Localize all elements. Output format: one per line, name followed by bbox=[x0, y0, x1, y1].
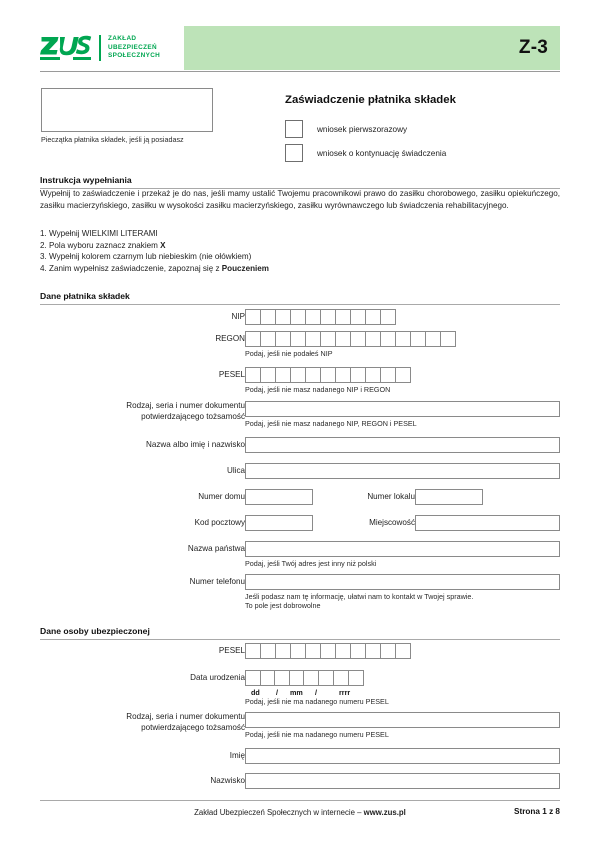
input-cell[interactable] bbox=[245, 643, 261, 659]
input-cell[interactable] bbox=[350, 367, 366, 383]
input-cell[interactable] bbox=[365, 309, 381, 325]
insured-pesel-label: PESEL bbox=[218, 646, 245, 655]
input-cell[interactable] bbox=[395, 331, 411, 347]
footer-note bbox=[0, 808, 600, 817]
input-cell[interactable] bbox=[380, 643, 396, 659]
input-cell[interactable] bbox=[335, 331, 351, 347]
payer-section-heading-text: Dane płatnika składek bbox=[40, 291, 130, 301]
step-text: Wypełnij kolorem czarnym lub niebieskim (nie ołówkiem) bbox=[49, 252, 252, 262]
input-cell[interactable] bbox=[335, 643, 351, 659]
insured-section-heading-rule bbox=[40, 639, 560, 640]
input-cell[interactable] bbox=[245, 331, 261, 347]
step-text: Pola wyboru zaznacz znakiem bbox=[49, 240, 161, 250]
input-cell[interactable] bbox=[395, 367, 411, 383]
zus-logo-block bbox=[40, 26, 184, 70]
payer-phone-hint-line-1: Jeśli podasz nam tę informację, ułatwi nam to kontakt w Twojej sprawie. bbox=[245, 592, 474, 601]
input-cell[interactable] bbox=[290, 331, 306, 347]
input-cell[interactable] bbox=[350, 331, 366, 347]
input-cell[interactable] bbox=[305, 367, 321, 383]
request-option-first-time-label: wniosek pierwszorazowy bbox=[317, 124, 408, 134]
payer-nip-label: NIP bbox=[231, 312, 245, 321]
input-cell[interactable] bbox=[275, 331, 291, 347]
payer-regon-label: REGON bbox=[215, 334, 245, 343]
input-cell[interactable] bbox=[245, 367, 261, 383]
step-number: 4. bbox=[40, 263, 47, 273]
page-title: Zaświadczenie płatnika składek bbox=[285, 94, 456, 106]
list-item bbox=[40, 251, 560, 263]
payer-nip-input[interactable] bbox=[245, 309, 395, 325]
instructions-heading-text: Instrukcja wypełniania bbox=[40, 175, 132, 185]
input-cell[interactable] bbox=[335, 367, 351, 383]
payer-id-document-label bbox=[30, 400, 245, 422]
payer-pesel-label: PESEL bbox=[218, 370, 245, 379]
payer-flat-number-input[interactable] bbox=[415, 489, 483, 505]
input-cell[interactable] bbox=[335, 309, 351, 325]
payer-phone-label: Numer telefonu bbox=[189, 577, 245, 586]
input-cell[interactable] bbox=[303, 670, 319, 686]
payer-id-document-hint: Podaj, jeśli nie masz nadanego NIP, REGON i PESEL bbox=[245, 419, 417, 428]
step-text: Wypełnij WIELKIMI LITERAMI bbox=[49, 229, 158, 238]
input-cell[interactable] bbox=[333, 670, 349, 686]
instructions-steps bbox=[40, 228, 560, 274]
org-name-line-1: ZAKŁAD bbox=[108, 35, 137, 43]
step-bold: Pouczeniem bbox=[221, 263, 269, 273]
insured-pesel-input[interactable] bbox=[245, 643, 410, 659]
step-number: 1. bbox=[40, 229, 47, 238]
insured-birth-date-hint: Podaj, jeśli nie ma nadanego numeru PESEL bbox=[245, 697, 389, 706]
input-cell[interactable] bbox=[440, 331, 456, 347]
input-cell[interactable] bbox=[274, 670, 290, 686]
birth-date-month-legend: mm bbox=[290, 688, 303, 697]
insured-id-document-label-line-1: Rodzaj, seria i numer dokumentu bbox=[126, 712, 245, 721]
insured-id-document-label bbox=[30, 711, 245, 733]
logo-divider bbox=[99, 35, 101, 61]
input-cell[interactable] bbox=[305, 643, 321, 659]
birth-date-sep-2: / bbox=[315, 688, 317, 697]
payer-country-input[interactable] bbox=[245, 541, 560, 557]
step-text: Zanim wypełnisz zaświadczenie, zapoznaj się z bbox=[49, 263, 222, 273]
payer-section-heading-rule bbox=[40, 304, 560, 305]
footer-page-number: Strona 1 z 8 bbox=[514, 807, 560, 816]
input-cell[interactable] bbox=[275, 309, 291, 325]
insured-id-document-hint: Podaj, jeśli nie ma nadanego numeru PESEL bbox=[245, 730, 389, 739]
payer-country-label: Nazwa państwa bbox=[187, 544, 245, 553]
step-number: 2. bbox=[40, 240, 47, 250]
input-cell[interactable] bbox=[320, 309, 336, 325]
form-code: Z-3 bbox=[518, 37, 548, 58]
payer-id-document-label-line-1: Rodzaj, seria i numer dokumentu bbox=[126, 401, 245, 410]
birth-date-year-legend: rrrr bbox=[339, 688, 351, 697]
payer-street-label: Ulica bbox=[227, 466, 245, 475]
step-number: 3. bbox=[40, 252, 47, 262]
payer-section-heading bbox=[40, 286, 560, 305]
input-cell[interactable] bbox=[380, 309, 396, 325]
input-cell[interactable] bbox=[245, 309, 261, 325]
header-green-band bbox=[184, 26, 560, 70]
payer-city-label: Miejscowość bbox=[369, 518, 415, 527]
payer-flat-number-label: Numer lokalu bbox=[367, 492, 415, 501]
input-cell[interactable] bbox=[410, 331, 426, 347]
payer-id-document-input[interactable] bbox=[245, 401, 560, 417]
org-name bbox=[108, 35, 160, 61]
insured-birth-date-label: Data urodzenia bbox=[190, 673, 245, 682]
insured-id-document-label-line-2: potwierdzającego tożsamość bbox=[141, 723, 245, 732]
input-cell[interactable] bbox=[260, 367, 276, 383]
insured-first-name-label: Imię bbox=[229, 751, 245, 760]
payer-street-input[interactable] bbox=[245, 463, 560, 479]
footer-website: www.zus.pl bbox=[363, 808, 406, 817]
input-cell[interactable] bbox=[320, 643, 336, 659]
insured-birth-date-input[interactable] bbox=[245, 670, 363, 686]
org-name-line-2: UBEZPIECZEŃ bbox=[108, 43, 157, 51]
instructions-heading bbox=[40, 170, 560, 189]
input-cell[interactable] bbox=[350, 309, 366, 325]
insured-section-heading-text: Dane osoby ubezpieczonej bbox=[40, 626, 150, 636]
input-cell[interactable] bbox=[395, 643, 411, 659]
birth-date-day-legend: dd bbox=[251, 688, 260, 697]
payer-name-label: Nazwa albo imię i nazwisko bbox=[146, 440, 245, 449]
input-cell[interactable] bbox=[260, 643, 276, 659]
input-cell[interactable] bbox=[425, 331, 441, 347]
step-bold: X bbox=[160, 240, 166, 250]
header-divider bbox=[40, 71, 560, 72]
page-header bbox=[40, 26, 560, 70]
payer-country-hint: Podaj, jeśli Twój adres jest inny niż polski bbox=[245, 559, 377, 568]
insured-last-name-label: Nazwisko bbox=[210, 776, 245, 785]
request-option-first-time[interactable] bbox=[285, 120, 407, 138]
input-cell[interactable] bbox=[365, 331, 381, 347]
payer-phone-input[interactable] bbox=[245, 574, 560, 590]
input-cell[interactable] bbox=[290, 309, 306, 325]
insured-last-name-input[interactable] bbox=[245, 773, 560, 789]
input-cell[interactable] bbox=[320, 331, 336, 347]
input-cell[interactable] bbox=[290, 643, 306, 659]
list-item bbox=[40, 240, 560, 252]
input-cell[interactable] bbox=[365, 643, 381, 659]
payer-stamp-caption: Pieczątka płatnika składek, jeśli ją posiadasz bbox=[41, 135, 184, 144]
input-cell[interactable] bbox=[350, 643, 366, 659]
payer-stamp-box[interactable] bbox=[41, 88, 213, 132]
request-option-continuation[interactable] bbox=[285, 144, 446, 162]
footer-divider bbox=[40, 800, 560, 801]
insured-first-name-input[interactable] bbox=[245, 748, 560, 764]
input-cell[interactable] bbox=[290, 367, 306, 383]
input-cell[interactable] bbox=[380, 331, 396, 347]
payer-house-number-label: Numer domu bbox=[198, 492, 245, 501]
insured-id-document-input[interactable] bbox=[245, 712, 560, 728]
input-cell[interactable] bbox=[275, 643, 291, 659]
zus-logo-icon bbox=[40, 35, 92, 61]
input-cell[interactable] bbox=[320, 367, 336, 383]
payer-phone-hint-line-2: To pole jest dobrowolne bbox=[245, 601, 321, 610]
input-cell[interactable] bbox=[365, 367, 381, 383]
request-option-continuation-label: wniosek o kontynuację świadczenia bbox=[317, 148, 447, 158]
input-cell[interactable] bbox=[260, 309, 276, 325]
org-name-line-3: SPOŁECZNYCH bbox=[108, 52, 161, 60]
input-cell[interactable] bbox=[305, 331, 321, 347]
payer-regon-input[interactable] bbox=[245, 331, 455, 347]
input-cell[interactable] bbox=[275, 367, 291, 383]
payer-city-input[interactable] bbox=[415, 515, 560, 531]
list-item bbox=[40, 228, 560, 240]
payer-regon-hint: Podaj, jeśli nie podałeś NIP bbox=[245, 349, 333, 358]
input-cell[interactable] bbox=[380, 367, 396, 383]
payer-pesel-hint: Podaj, jeśli nie masz nadanego NIP i REGON bbox=[245, 385, 391, 394]
payer-name-input[interactable] bbox=[245, 437, 560, 453]
payer-pesel-input[interactable] bbox=[245, 367, 410, 383]
payer-id-document-label-line-2: potwierdzającego tożsamość bbox=[141, 412, 245, 421]
footer-note-text: Zakład Ubezpieczeń Społecznych w internecie – bbox=[194, 808, 364, 817]
input-cell[interactable] bbox=[305, 309, 321, 325]
list-item bbox=[40, 263, 560, 275]
input-cell[interactable] bbox=[245, 670, 261, 686]
birth-date-sep-1: / bbox=[276, 688, 278, 697]
payer-postal-code-label: Kod pocztowy bbox=[194, 518, 245, 527]
checkbox-continuation[interactable] bbox=[285, 144, 303, 162]
input-cell[interactable] bbox=[348, 670, 364, 686]
input-cell[interactable] bbox=[318, 670, 334, 686]
checkbox-first-time[interactable] bbox=[285, 120, 303, 138]
instructions-paragraph: Wypełnij to zaświadczenie i przekaż je do nas, jeśli mamy ustalić Twojemu pracownikowi prawo do zasiłku chorobowego, zasiłku opiekuńczego, zasiłku macierzyńskiego, zasiłku w wysokości zasiłku macierzyńskiego, zasiłku wyrównawczego lub świadczenia rehabilitacyjnego. bbox=[40, 189, 560, 211]
input-cell[interactable] bbox=[260, 331, 276, 347]
insured-section-heading bbox=[40, 621, 560, 640]
